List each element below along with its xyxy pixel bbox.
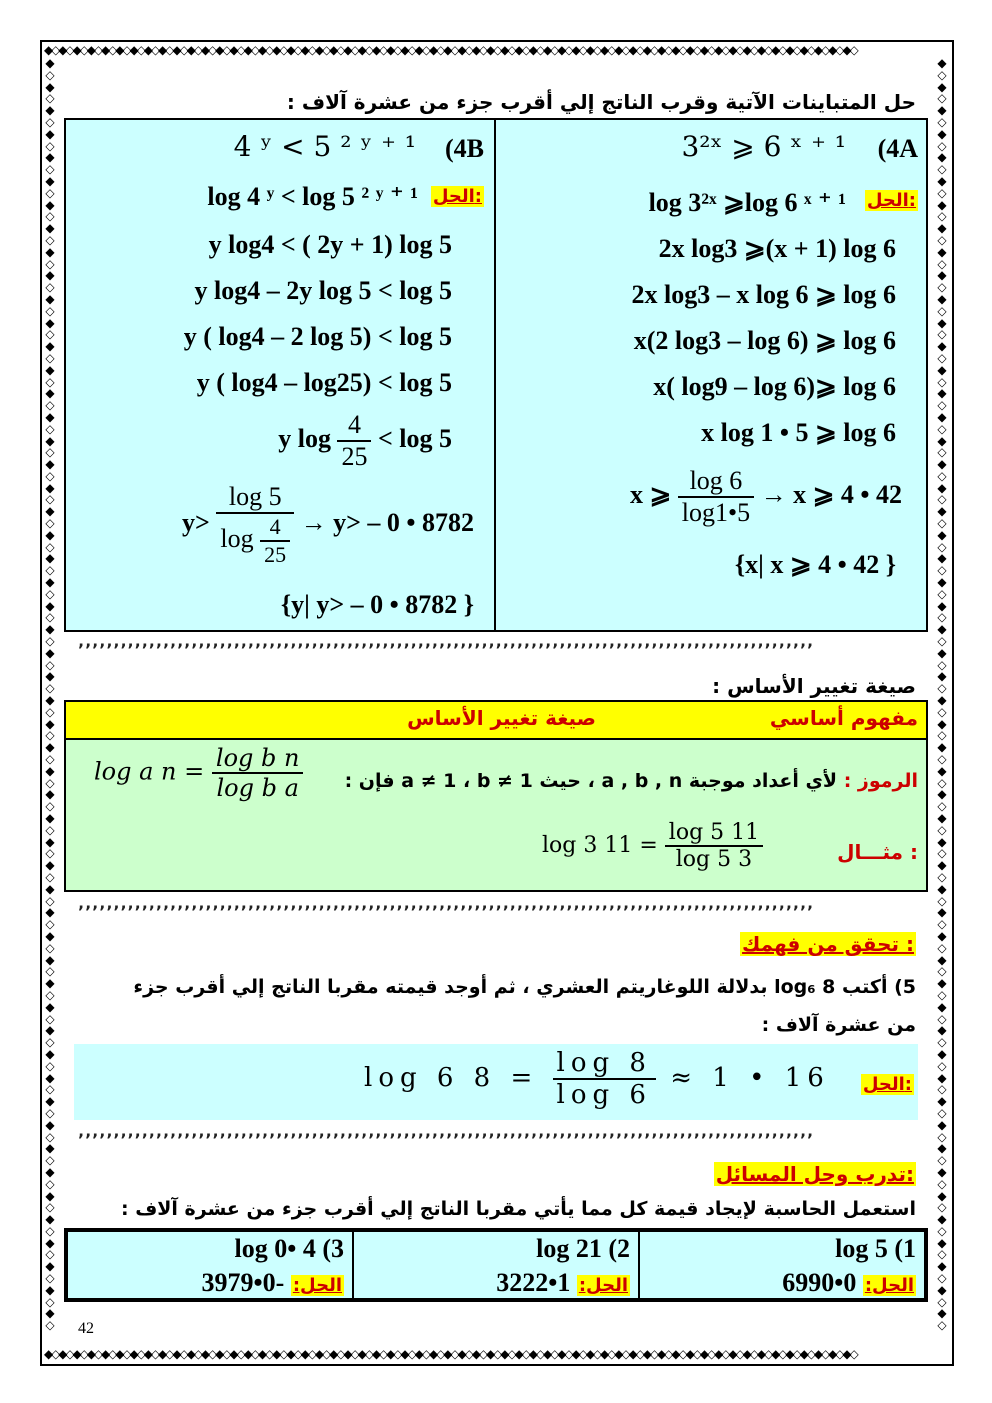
frac-lhs-4a: x ⩾ (629, 479, 672, 509)
separator-3: ’’’’’’’’’’’’’’’’’’’’’’’’’’’’’’’’’’’’’’’’’’’’’’’’’’’’’’’’’’’’’’’’’’’’’’’’’’’’’’’’’’’’’’’’’’’’’’’’’’’’’’’’ (78, 1130, 815, 1149)
section4-heading: تدرب وحل المسائل: (715, 1162, 914, 1186)
frac-den-den-4b: 25 (264, 542, 287, 567)
label-4a: (4A (877, 134, 918, 163)
solution-5-panel (74, 1044, 918, 1120)
practice-question-3: log 0• 4 (3 (234, 1234, 344, 1263)
formula-num: log b n (212, 744, 304, 774)
symbols-text: لأي أعداد موجبة a , b , n ، حيث a ≠ 1 ، b ≠ 1 فإن : (344, 770, 838, 792)
step3-4a: 2x log3 – x log 6 ⩾ log 6 (631, 280, 896, 309)
column-divider (494, 120, 496, 630)
example-formula (542, 820, 763, 872)
step1-4b: log 4 ʸ < log 5 ² ʸ ⁺ ¹ (207, 182, 418, 211)
frac-rhs-4a: → x ⩾ 4 • 42 (760, 479, 902, 509)
frac-den-num-4b: 4 (260, 514, 290, 542)
practice-answer-row-1 (782, 1268, 916, 1298)
section2-heading: صيغة تغيير الأساس : (712, 674, 916, 698)
concept-header (64, 700, 928, 740)
section1-heading: حل المتباينات الآتية وقرب الناتج إلي أقرب جزء من عشرة آلاف : (286, 90, 916, 114)
frac-den-4a: log1•5 (681, 498, 751, 527)
example-lhs: log 3 11 = (542, 833, 658, 858)
step6-4a: x log 1 • 5 ⩾ log 6 (701, 418, 896, 447)
formula-lhs: log a n = (94, 757, 205, 786)
separator-1: ’’’’’’’’’’’’’’’’’’’’’’’’’’’’’’’’’’’’’’’’’’’’’’’’’’’’’’’’’’’’’’’’’’’’’’’’’’’’’’’’’’’’’’’’’’’’’’’’’’’’’’’’ (78, 640, 815, 659)
practice-question-1: log 5 (1 (835, 1234, 916, 1263)
answer-4b: {y| y> – 0 • 8782 } (280, 590, 474, 619)
step6-post-4b: < log 5 (377, 423, 452, 453)
solution-5-den: log 6 (556, 1080, 652, 1110)
frac-lhs-4b: y> (182, 507, 210, 537)
practice-answer-1: 0•6990 (782, 1268, 857, 1297)
frac-num-4a: log 6 (678, 466, 754, 498)
example-label: مثـــال : (837, 840, 918, 864)
practice-answer-2: 1•3222 (496, 1268, 571, 1297)
solution-5-formula (364, 1048, 830, 1110)
border-pattern-left: ◆ ◇ ◆ ◇ ◆ ◇ ◆ ◇ ◆ ◇ ◆ ◇ ◆ ◇ ◆ ◇ ◆ ◇ ◆ ◇ ◆ ◇ ◆ ◇ ◆ ◇ ◆ ◇ ◆ ◇ ◆ ◇ ◆ ◇ ◆ ◇ ◆ ◇ ◆ ◇ ◆ ◇ ◆ ◇ ◆ ◇ ◆ ◇ ◆ ◇ ◆ ◇ ◆ ◇ ◆ ◇ ◆ ◇ ◆ ◇ ◆ ◇ ◆ ◇ ◆ ◇ ◆ ◇ ◆ ◇ ◆ ◇ ◆ ◇ ◆ ◇ ◆ ◇ ◆ ◇ ◆ ◇ ◆ ◇ ◆ ◇ ◆ ◇ ◆ ◇ ◆ ◇ ◆ ◇ ◆ ◇ ◆ ◇ ◆ ◇ ◆ ◇ ◆ ◇ ◆ ◇ ◆ ◇ (45, 58, 55, 1333)
step6-pre-4b: y log (278, 423, 331, 453)
step6-den-4b: 25 (341, 442, 368, 471)
frac-num-4b: log 5 (216, 482, 294, 514)
inequalities-table (64, 118, 928, 632)
problem-4b: 4 ʸ < 5 ² ʸ ⁺ ¹ (233, 130, 416, 163)
frac-den-inner-4b (260, 514, 290, 568)
step6-num-4b: 4 (337, 410, 371, 442)
frac-den-4b (216, 514, 294, 568)
frac-rhs-4b: → y> – 0 • 8782 (300, 507, 474, 537)
solution-5-lhs: log 6 8 = (364, 1063, 539, 1093)
step5-4b: y ( log4 – log25) < log 5 (196, 368, 452, 397)
step6-4b (278, 410, 452, 472)
page-number: 42 (78, 1320, 94, 1337)
practice-cell-3 (66, 1230, 354, 1300)
practice-label-3: الحل: (292, 1275, 342, 1296)
solution-5-rhs: ≈ 1 • 16 (670, 1063, 830, 1093)
border-pattern-top: ◆◇◆◇◆◇◆◇◆◇◆◇◆◇◆◇◆◇◆◇◆◇◆◇◆◇◆◇◆◇◆◇◆◇◆◇◆◇◆◇◆◇◆◇◆◇◆◇◆◇◆◇◆◇◆◇◆◇◆◇◆◇◆◇◆◇◆◇◆◇◆◇◆◇◆◇◆◇◆◇◆◇◆◇◆◇◆◇◆◇◆◇◆◇◆◇◆◇◆◇◆◇◆◇◆◇◆◇◆◇◆◇◆◇ (44, 44, 857, 56)
example-num: log 5 11 (665, 820, 763, 847)
problem-4a: 3²ˣ ⩾ 6 ˣ ⁺ ¹ (681, 130, 846, 163)
question-5-line2: من عشرة آلاف : (761, 1014, 916, 1036)
question-5-line1: 5) أكتب log₆ 8 بدلالة اللوغاريتم العشري ، ثم أوجد قيمته مقربا الناتج إلي أقرب جزء (133, 976, 916, 998)
formula-fraction (212, 744, 304, 802)
step4-4b: y ( log4 – 2 log 5) < log 5 (183, 322, 452, 351)
border-pattern-right: ◆ ◇ ◆ ◇ ◆ ◇ ◆ ◇ ◆ ◇ ◆ ◇ ◆ ◇ ◆ ◇ ◆ ◇ ◆ ◇ ◆ ◇ ◆ ◇ ◆ ◇ ◆ ◇ ◆ ◇ ◆ ◇ ◆ ◇ ◆ ◇ ◆ ◇ ◆ ◇ ◆ ◇ ◆ ◇ ◆ ◇ ◆ ◇ ◆ ◇ ◆ ◇ ◆ ◇ ◆ ◇ ◆ ◇ ◆ ◇ ◆ ◇ ◆ ◇ ◆ ◇ ◆ ◇ ◆ ◇ ◆ ◇ ◆ ◇ ◆ ◇ ◆ ◇ ◆ ◇ ◆ ◇ ◆ ◇ ◆ ◇ ◆ ◇ ◆ ◇ ◆ ◇ ◆ ◇ ◆ ◇ ◆ ◇ ◆ ◇ ◆ ◇ ◆ ◇ ◆ ◇ ◆ ◇ (937, 58, 947, 1333)
fraction-step-4a (630, 466, 902, 528)
symbols-label: الرموز : (843, 770, 918, 792)
solution-label-4b: الحل: (432, 186, 482, 207)
answer-4a: {x| x ⩾ 4 • 42 } (734, 550, 896, 579)
concept-header-right: مفهوم أساسي (769, 706, 918, 730)
change-of-base-formula (94, 744, 303, 802)
step2-4a: 2x log3 ⩾(x + 1) log 6 (658, 234, 896, 263)
practice-answer-row-3 (202, 1268, 344, 1298)
practice-table (64, 1228, 928, 1302)
label-4b: (4B (445, 134, 484, 163)
practice-question-2: log 21 (2 (536, 1234, 630, 1263)
example-den: log 5 3 (675, 847, 753, 872)
example-fraction (665, 820, 763, 872)
fraction-4a (678, 466, 754, 528)
step2-4b: y log4 < ( 2y + 1) log 5 (208, 230, 452, 259)
border-pattern-bottom: ◆◇◆◇◆◇◆◇◆◇◆◇◆◇◆◇◆◇◆◇◆◇◆◇◆◇◆◇◆◇◆◇◆◇◆◇◆◇◆◇◆◇◆◇◆◇◆◇◆◇◆◇◆◇◆◇◆◇◆◇◆◇◆◇◆◇◆◇◆◇◆◇◆◇◆◇◆◇◆◇◆◇◆◇◆◇◆◇◆◇◆◇◆◇◆◇◆◇◆◇◆◇◆◇◆◇◆◇◆◇◆◇◆◇ (44, 1348, 857, 1360)
frac-den-pre-4b: log (220, 523, 254, 553)
step3-4b: y log4 – 2y log 5 < log 5 (194, 276, 452, 305)
practice-cell-1 (638, 1230, 926, 1300)
formula-panel (64, 738, 928, 892)
solution-label-4a: الحل: (866, 190, 916, 211)
practice-answer-3: -0•3979 (201, 1268, 285, 1297)
step6-fraction-4b (337, 410, 371, 472)
step1-4a: log 3²ˣ ⩾log 6 ˣ ⁺ ¹ (648, 188, 846, 217)
formula-den: log b a (216, 774, 299, 802)
section3-heading: تحقق من فهمك : (742, 932, 914, 956)
practice-cell-2 (352, 1230, 640, 1300)
solution-5-fraction (553, 1048, 656, 1110)
fraction-4b (216, 482, 294, 568)
fraction-step-4b (182, 482, 474, 568)
section4-instruction: استعمل الحاسبة لإيجاد قيمة كل مما يأتي مقربا الناتج إلي أقرب جزء من عشرة آلاف : (120, 1198, 916, 1220)
symbols-row (345, 770, 918, 792)
solution-label-5: الحل: (862, 1074, 912, 1095)
practice-label-2: الحل: (578, 1275, 628, 1296)
practice-label-1: الحل: (864, 1275, 914, 1296)
solution-5-num: log 8 (553, 1048, 656, 1080)
step5-4a: x( log9 – log 6)⩾ log 6 (653, 372, 896, 401)
step4-4a: x(2 log3 – log 6) ⩾ log 6 (633, 326, 896, 355)
practice-answer-row-2 (496, 1268, 630, 1298)
separator-2: ’’’’’’’’’’’’’’’’’’’’’’’’’’’’’’’’’’’’’’’’’’’’’’’’’’’’’’’’’’’’’’’’’’’’’’’’’’’’’’’’’’’’’’’’’’’’’’’’’’’’’’’’ (78, 902, 815, 921)
concept-header-center: صيغة تغيير الأساس (407, 706, 596, 730)
